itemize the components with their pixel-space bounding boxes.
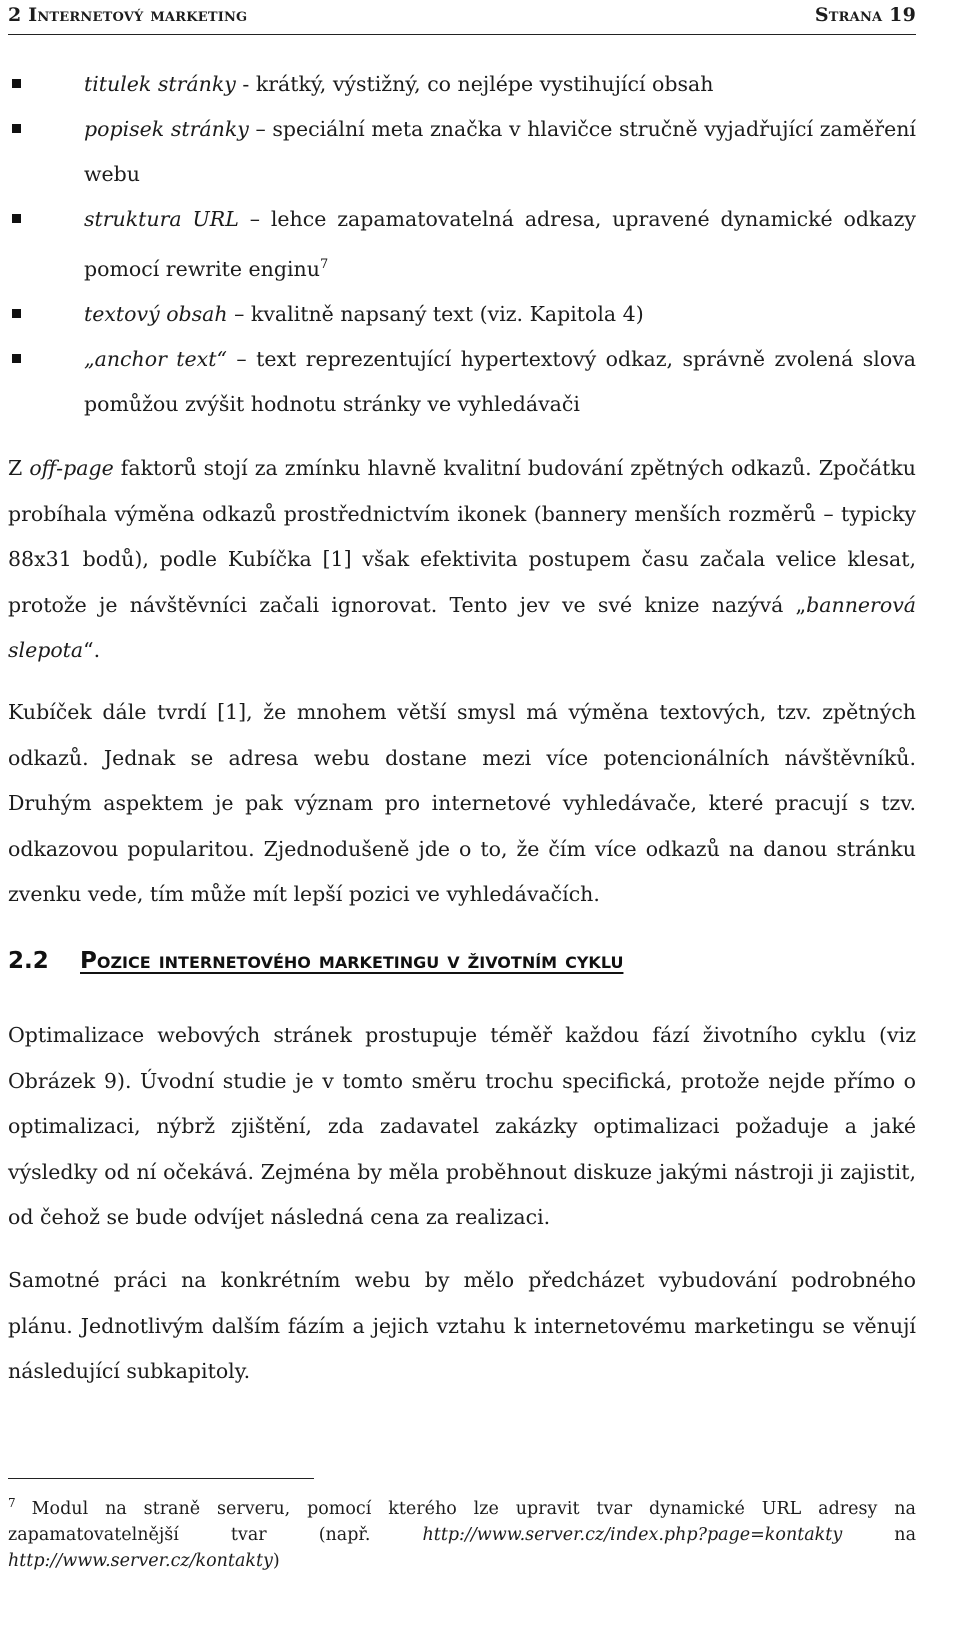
paragraph-backlinks: Kubíček dále tvrdí [1], že mnohem větší smysl má výměna textových, tzv. zpětných odkazů. Jednak se adresa webu dostane mezi více potencionálních návštěvníků. Druhým aspektem je pak význam pro internetové vyhledávače, které pracují s tzv. odkazovou popularitou. Zjednodušeně jde o to, že čím více odkazů na danou stránku zvenku vede, tím může mít lepší pozici ve vyhledávačích. <box>8 700 916 906</box>
footnote-divider <box>8 1478 314 1479</box>
page-header <box>8 0 916 35</box>
footnote-text: ) <box>272 1550 280 1571</box>
list-item <box>12 197 916 292</box>
bullet-square-icon <box>12 354 21 363</box>
paragraph-offpage <box>8 446 916 674</box>
term-banner-blindness: bannerová slepota <box>8 592 916 662</box>
text-run: faktorů stojí za zmínku hlavně kvalitní budování zpětných odkazů. Zpočátku probíhala výměna odkazů prostřednictvím ikonek (bannery menších rozměrů – typicky 88x31 bodů), podle Kubíčka [1] však efektivita postupem času začala velice klesat, protože je návštěvníci začali ignorovat. Tento jev ve své knize nazývá „ <box>8 456 917 617</box>
term-offpage: off-page <box>29 456 114 480</box>
list-item-term: popisek stránky <box>84 117 249 141</box>
list-item <box>12 62 916 107</box>
list-item-term: titulek stránky <box>84 72 236 96</box>
list-item-term: „anchor text“ <box>84 346 227 371</box>
list-item-term: textový obsah <box>84 301 228 326</box>
bullet-square-icon <box>12 124 21 133</box>
section-heading <box>8 948 916 974</box>
list-item-text: krátký, výstižný, co nejlépe vystihující obsah <box>255 72 714 96</box>
section-title: Pozice internetového marketingu v životním cyklu <box>80 948 624 974</box>
list-item <box>12 292 916 337</box>
section-number: 2.2 <box>8 948 49 974</box>
bullet-square-icon <box>12 79 21 88</box>
footnote-ref[interactable]: 7 <box>319 257 329 272</box>
text-run: “. <box>83 638 101 662</box>
chapter-title: 2 Internetový marketing <box>8 4 248 26</box>
paragraph-plan: Samotné práci na konkrétním webu by mělo předcházet vybudování podrobného plánu. Jednotlivým dalším fázím a jejich vztahu k internetovému marketingu se věnují následující subkapitoly. <box>8 1268 916 1383</box>
bullet-square-icon <box>12 214 21 223</box>
list-item-separator: – <box>248 117 273 141</box>
footnote-url-example[interactable]: http://www.server.cz/index.php?page=kontakty <box>422 1524 843 1545</box>
list-item-separator: - <box>235 72 256 96</box>
footnote-url-rewritten[interactable]: http://www.server.cz/kontakty <box>8 1550 273 1571</box>
footnote-text: na <box>842 1524 916 1545</box>
text-run: Z <box>8 456 30 480</box>
page-number: Strana 19 <box>814 4 916 26</box>
footnote-mark: 7 <box>8 1496 16 1510</box>
paragraph-lifecycle: Optimalizace webových stránek prostupuje téměř každou fází životního cyklu (viz Obrázek 9). Úvodní studie je v tomto směru trochu specifická, protože nejde přímo o optimalizaci, nýbrž zjištění, zda zadavatel zakázky optimalizaci požaduje a jaké výsledky od ní očekává. Zejména by měla proběhnout diskuze jakými nástroji ji zajistit, od čehož se bude odvíjet následná cena za realizaci. <box>8 1023 916 1229</box>
list-item-separator: – <box>226 346 257 371</box>
list-item-term: struktura URL <box>84 207 239 231</box>
list-item-text: speciální meta značka v hlavičce stručně vyjadřující zaměření webu <box>84 117 916 186</box>
footnote <box>8 1490 916 1574</box>
bullet-square-icon <box>12 309 21 318</box>
list-item <box>12 107 916 197</box>
list-item-text: text reprezentující hypertextový odkaz, správně zvolená slova pomůžou zvýšit hodnotu stránky ve vyhledávači <box>84 346 916 416</box>
footnote-text: Modul na straně serveru, pomocí kterého lze upravit tvar dynamické URL adresy na zapamatovatelnější tvar (např. <box>8 1498 916 1545</box>
seo-factor-list <box>12 62 916 427</box>
list-item <box>12 337 916 427</box>
list-item-text: lehce zapamatovatelná adresa, upravené dynamické odkazy pomocí rewrite enginu <box>84 207 916 281</box>
list-item-separator: – <box>227 301 251 326</box>
list-item-text: kvalitně napsaný text (viz. Kapitola 4) <box>250 301 644 326</box>
list-item-separator: – <box>238 207 271 231</box>
